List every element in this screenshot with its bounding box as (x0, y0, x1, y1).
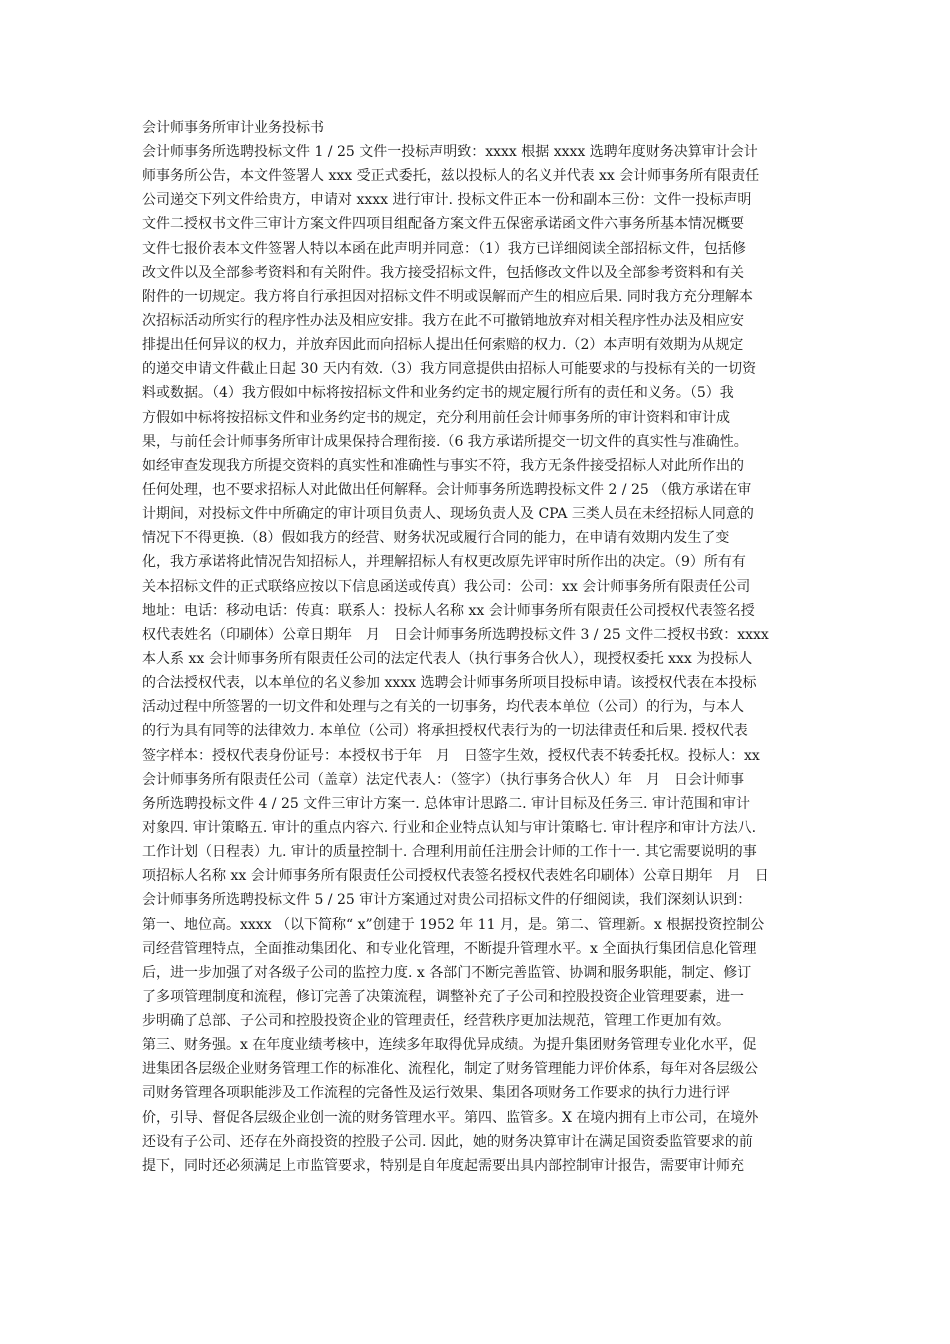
document-body (142, 116, 842, 1178)
text-line: 文件七报价表本文件签署人特以本函在此声明并同意：（1）我方已详细阅读全部招标文件，包括修 (142, 240, 746, 257)
text-line: 料或数据。（4）我方假如中标将按招标文件和业务约定书的规定履行所有的责任和义务。（5）我 (142, 385, 734, 402)
text-line: 对象四. 审计策略五. 审计的重点内容六. 行业和企业特点认知与审计策略七. 审计程序和审计方法八. (142, 819, 757, 836)
document-title: 会计师事务所审计业务投标书 (142, 120, 324, 136)
text-line: 果，与前任会计师事务所审计成果保持合理衔接.（6 我方承诺所提交一切文件的真实性与准确性。 (142, 433, 748, 450)
text-line: 关本招标文件的正式联络应按以下信息函送或传真）我公司：公司：xx 会计师事务所有限责任公司 (142, 578, 751, 595)
text-line: 第三、财务强。x 在年度业绩考核中，连续多年取得优异成绩。为提升集团财务管理专业化水平，促 (142, 1037, 757, 1054)
text-line: 进集团各层级企业财务管理工作的标准化、流程化，制定了财务管理能力评价体系，每年对各层级公 (142, 1061, 758, 1078)
text-line: 工作计划（日程表）九. 审计的质量控制十. 合理利用前任注册会计师的工作十一. 其它需要说明的事 (142, 844, 757, 861)
text-line: 次招标活动所实行的程序性办法及相应安排。我方在此不可撤销地放弃对相关程序性办法及相应安 (142, 312, 744, 329)
text-line: 地址：电话：移动电话：传真：联系人：投标人名称 xx 会计师事务所有限责任公司授权代表签名授 (142, 602, 755, 619)
text-line: 司财务管理各项职能涉及工作流程的完备性及运行效果、集团各项财务工作要求的执行力进行评 (142, 1085, 730, 1102)
text-line: 项招标人名称 xx 会计师事务所有限责任公司授权代表签名授权代表姓名印刷体）公章日期年 月 日 (142, 868, 769, 885)
text-line: 务所选聘投标文件 4 / 25 文件三审计方案一. 总体审计思路二. 审计目标及任务三. 审计范围和审计 (142, 795, 750, 812)
text-line: 的递交申请文件截止日起 30 天内有效.（3）我方同意提供由招标人可能要求的与投标有关的一切资 (142, 361, 757, 378)
document-text (142, 140, 842, 1178)
text-line: 司经营管理特点，全面推动集团化、和专业化管理，不断提升管理水平。x 全面执行集团信息化管理 (142, 940, 757, 957)
text-line: 计期间，对投标文件中所确定的审计项目负责人、现场负责人及 CPA 三类人员在未经招标人同意的 (142, 506, 754, 523)
text-line: 步明确了总部、子公司和控股投资企业的管理责任，经营秩序更加法规范，管理工作更加有效。 (142, 1013, 730, 1030)
text-line: 签字样本：授权代表身份证号：本授权书于年 月 日签字生效，授权代表不转委托权。投标人：xx (142, 747, 760, 764)
text-line: 文件二授权书文件三审计方案文件四项目组配备方案文件五保密承诺函文件六事务所基本情况概要 (142, 216, 744, 233)
text-line: 会计师事务所选聘投标文件 1 / 25 文件一投标声明致：xxxx 根据 xxxx 选聘年度财务决算审计会计 (142, 144, 758, 160)
text-line: 的合法授权代表，以本单位的名义参加 xxxx 选聘会计师事务所项目投标申请。该授权代表在本投标 (142, 675, 757, 692)
text-line: 师事务所公告，本文件签署人 xxx 受正式委托，兹以投标人的名义并代表 xx 会计师事务所有限责任 (142, 168, 760, 185)
text-line: 权代表姓名（印刷体）公章日期年 月 日会计师事务所选聘投标文件 3 / 25 文件二授权书致：xxxx (142, 626, 769, 643)
text-line: 公司递交下列文件给贵方，申请对 xxxx 进行审计. 投标文件正本一份和副本三份：文件一投标声明 (142, 192, 752, 209)
text-line: 还设有子公司、还存在外商投资的控股子公司. 因此，她的财务决算审计在满足国资委监管要求的前 (142, 1133, 753, 1150)
text-line: 如经审查发现我方所提交资料的真实性和准确性与事实不符，我方无条件接受招标人对此所作出的 (142, 457, 744, 474)
text-line: 的行为具有同等的法律效力. 本单位（公司）将承担授权代表行为的一切法律责任和后果. 授权代表 (142, 723, 748, 740)
text-line: 后，进一步加强了对各级子公司的监控力度. x 各部门不断完善监管、协调和服务职能，制定、修订 (142, 964, 752, 981)
text-line: 任何处理，也不要求招标人对此做出任何解释。会计师事务所选聘投标文件 2 / 25 （俄方承诺在审 (142, 481, 752, 498)
text-line: 本人系 xx 会计师事务所有限责任公司的法定代表人（执行事务合伙人），现授权委托 xxx 为投标人 (142, 650, 753, 667)
text-line: 了多项管理制度和流程，修订完善了决策流程，调整补充了子公司和控股投资企业管理要素，进一 (142, 988, 744, 1005)
text-line: 会计师事务所有限责任公司（盖章）法定代表人：（签字）（执行事务合伙人）年 月 日会计师事 (142, 771, 744, 788)
text-line: 排提出任何异议的权力，并放弃因此而向招标人提出任何索赔的权力.（2）本声明有效期为从规定 (142, 337, 744, 354)
text-line: 会计师事务所选聘投标文件 5 / 25 审计方案通过对贵公司招标文件的仔细阅读，我们深刻认识到： (142, 892, 752, 909)
text-line: 化，我方承诺将此情况告知招标人，并理解招标人有权更改原先评审时所作出的决定。（9）所有有 (142, 554, 746, 571)
text-line: 活动过程中所签署的一切文件和处理与之有关的一切事务，均代表本单位（公司）的行为，与本人 (142, 699, 744, 716)
text-line: 附件的一切规定。我方将自行承担因对招标文件不明或误解而产生的相应后果. 同时我方充分理解本 (142, 288, 753, 305)
text-line: 价，引导、督促各层级企业创一流的财务管理水平。第四、监管多。X 在境内拥有上市公司，在境外 (142, 1109, 759, 1126)
text-line: 提下，同时还必须满足上市监管要求，特别是自年度起需要出具内部控制审计报告，需要审计师充 (142, 1157, 744, 1174)
text-line: 改文件以及全部参考资料和有关附件。我方接受招标文件，包括修改文件以及全部参考资料和有关 (142, 264, 744, 281)
text-line: 情况下不得更换.（8）假如我方的经营、财务状况或履行合同的能力，在申请有效期内发生了变 (142, 530, 730, 547)
text-line: 方假如中标将按招标文件和业务约定书的规定，充分利用前任会计师事务所的审计资料和审计成 (142, 409, 730, 426)
text-line: 第一、地位高。xxxx （以下简称“ x”创建于 1952 年 11 月，是。第二、管理新。x 根据投资控制公 (142, 916, 765, 933)
